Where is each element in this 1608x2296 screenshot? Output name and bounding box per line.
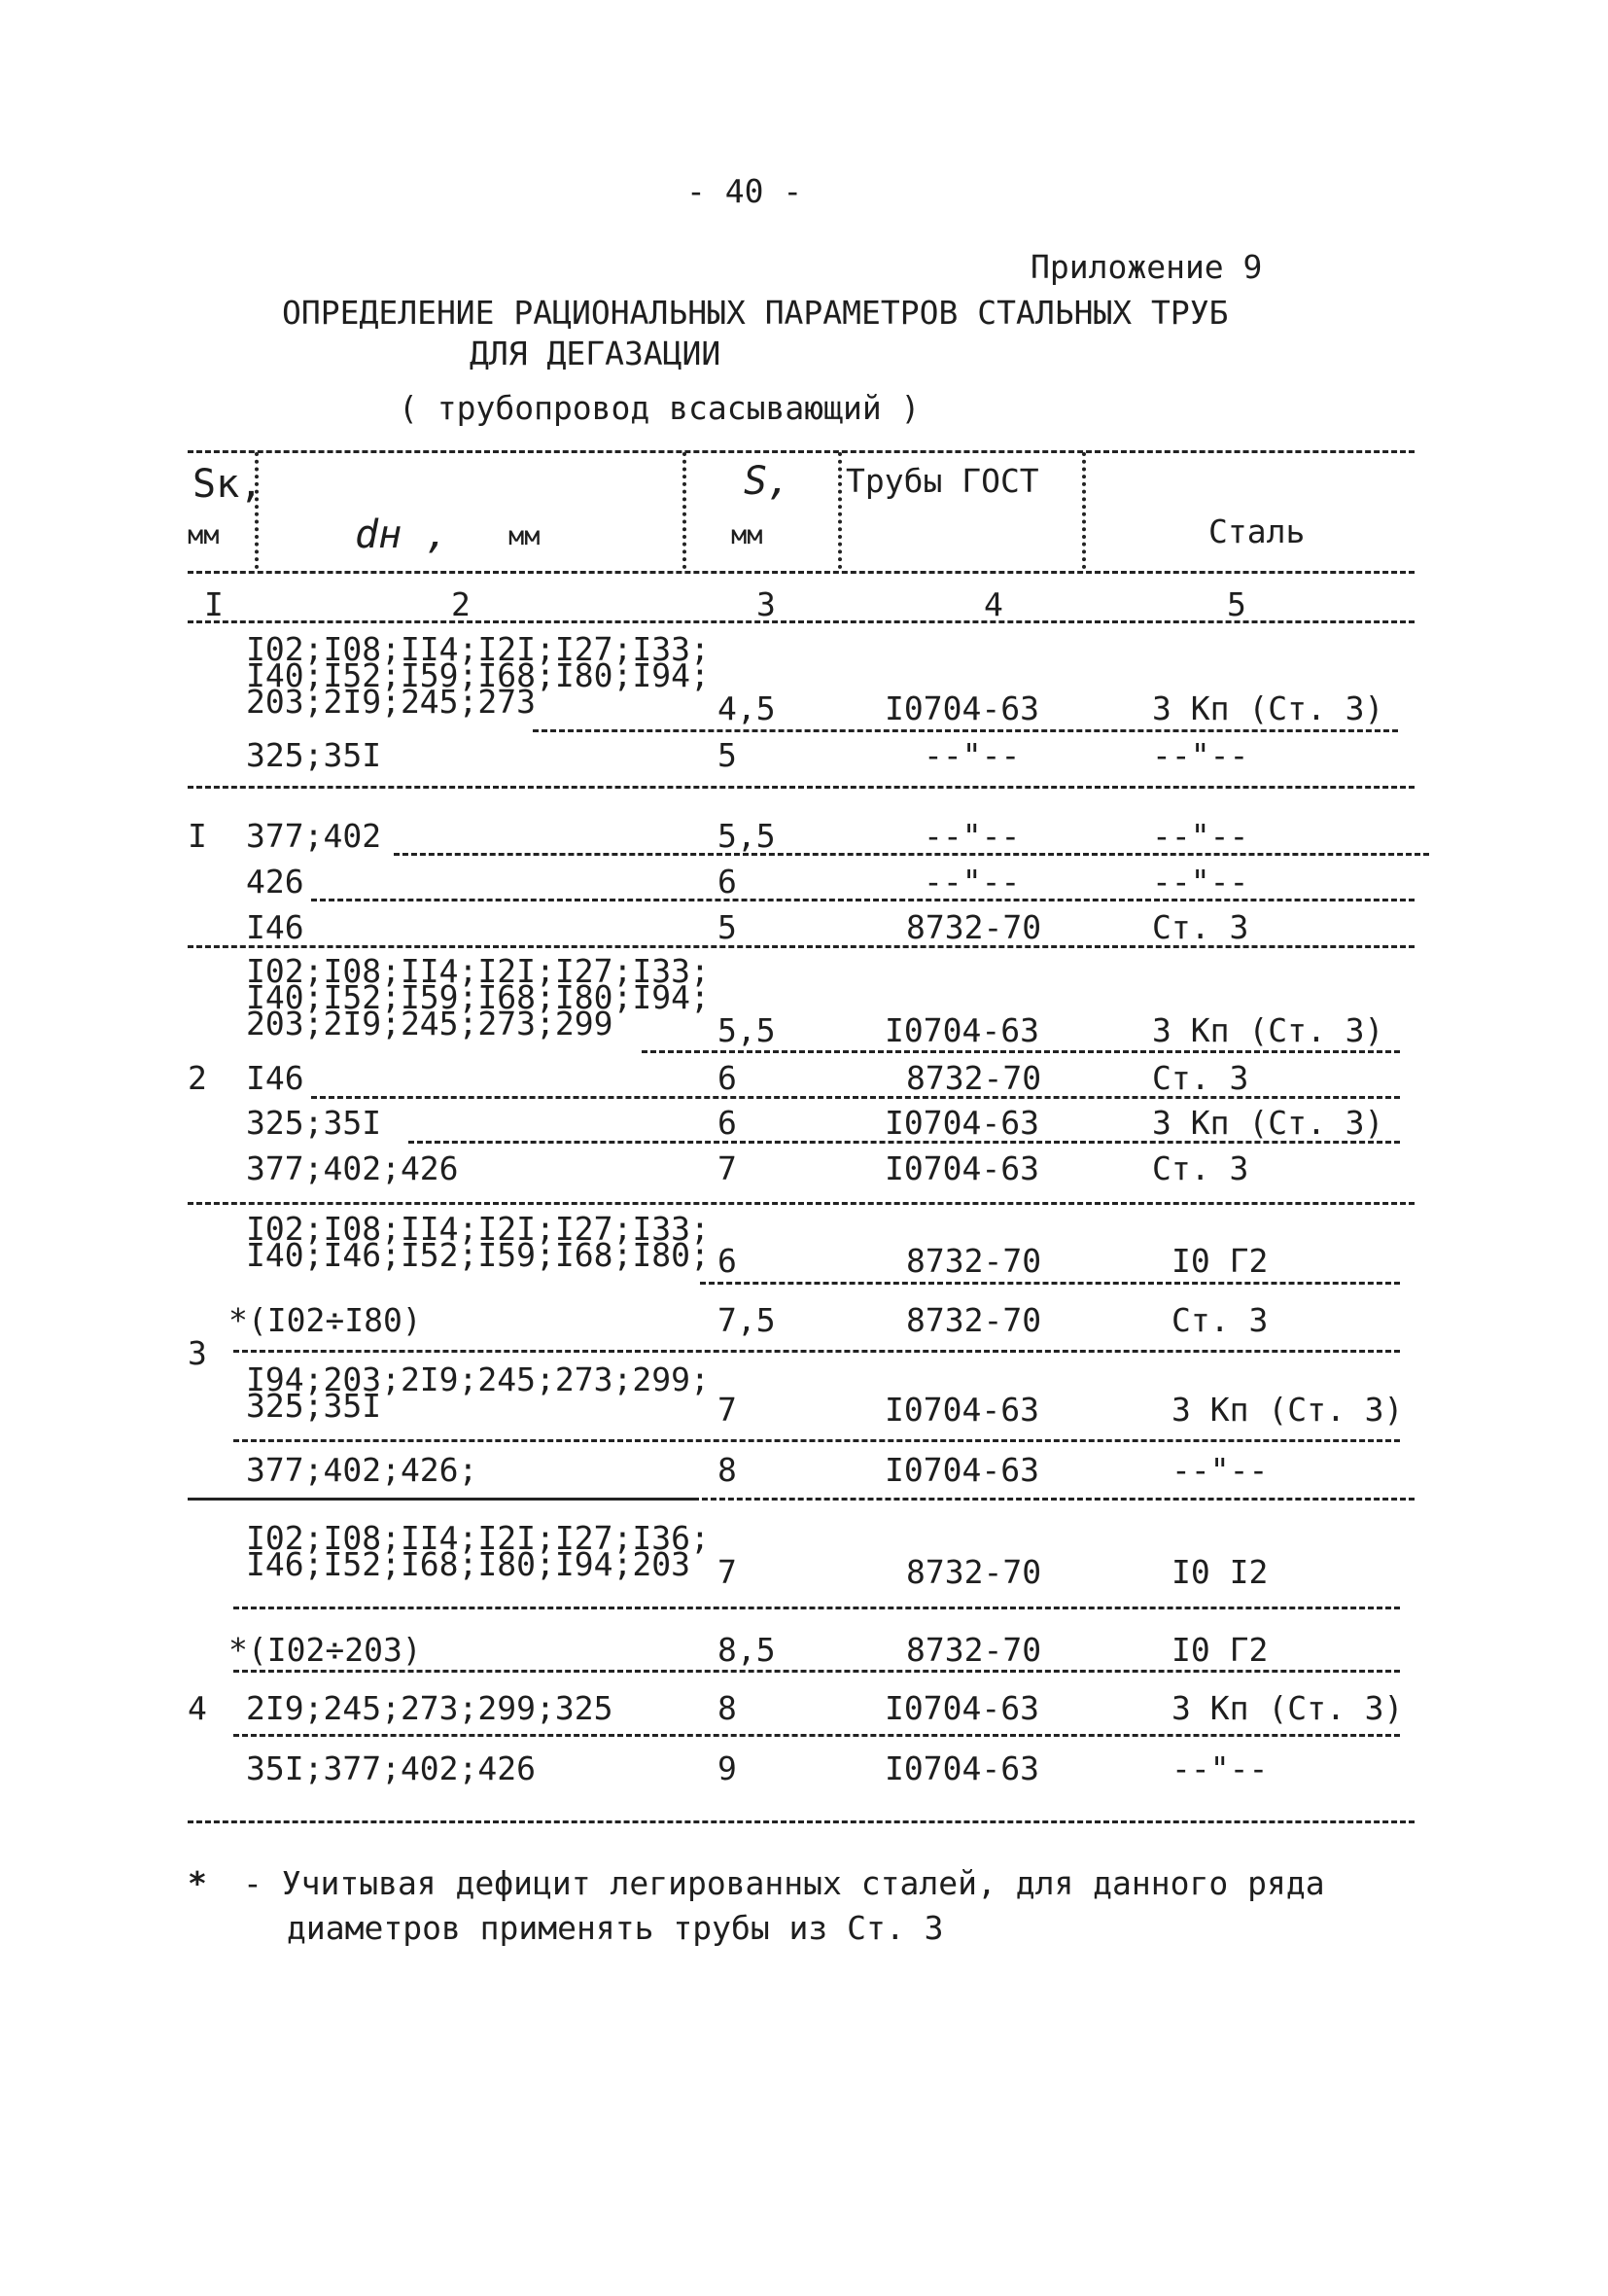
row-8-s: 7 bbox=[717, 1149, 737, 1187]
row-15-dn: 2I9;245;273;299;325 bbox=[246, 1689, 613, 1727]
row-7-gost: I0704-63 bbox=[885, 1104, 1039, 1142]
row-2-dn: 377;402 bbox=[246, 817, 382, 855]
row-11-steel: 3 Кп (Ст. 3) bbox=[1171, 1391, 1404, 1429]
header-dn-symbol: dн , bbox=[355, 512, 449, 557]
col-number-3: 3 bbox=[756, 585, 776, 623]
row-10-steel: Ст. 3 bbox=[1171, 1301, 1269, 1339]
header-sk-unit: мм bbox=[188, 520, 220, 550]
header-mid-rule bbox=[188, 571, 1415, 574]
row-6-dn: I46 bbox=[246, 1059, 304, 1097]
col-number-1: I bbox=[204, 585, 224, 623]
row-3-rule bbox=[311, 899, 1415, 901]
row-12-gost: I0704-63 bbox=[885, 1451, 1039, 1489]
row-16-dn: 35I;377;402;426 bbox=[246, 1749, 537, 1787]
row-10-s: 7,5 bbox=[717, 1301, 776, 1339]
row-13-steel: I0 I2 bbox=[1171, 1553, 1269, 1591]
row-12-s: 8 bbox=[717, 1451, 737, 1489]
header-s-unit: мм bbox=[731, 520, 763, 550]
row-10-rule bbox=[233, 1350, 1400, 1353]
row-9-rule bbox=[700, 1282, 1400, 1285]
header-divider-1 bbox=[255, 452, 259, 569]
footnote-line-1: - Учитывая дефицит легированных сталей, для данного ряда bbox=[243, 1864, 1325, 1902]
row-6-rule bbox=[311, 1096, 1400, 1099]
col-number-5: 5 bbox=[1227, 585, 1246, 623]
row-0-gost: I0704-63 bbox=[885, 689, 1039, 727]
row-13-dn: I02;I08;II4;I2I;I27;I36; I46;I52;I68;I80;I94;203 bbox=[246, 1519, 710, 1583]
row-13-rule bbox=[233, 1607, 1400, 1609]
row-5-rule bbox=[642, 1050, 1400, 1053]
row-13-gost: 8732-70 bbox=[906, 1553, 1042, 1591]
row-4-s: 5 bbox=[717, 908, 737, 946]
footnote-mark: * bbox=[188, 1864, 207, 1902]
row-5-s: 5,5 bbox=[717, 1011, 776, 1049]
row-1-steel: --"-- bbox=[1152, 736, 1249, 774]
row-1-gost: --"-- bbox=[924, 736, 1021, 774]
row-2-s: 5,5 bbox=[717, 817, 776, 855]
row-14-rule bbox=[233, 1670, 1400, 1673]
row-3-s: 6 bbox=[717, 863, 737, 901]
row-4-gost: 8732-70 bbox=[906, 908, 1042, 946]
row-8-rule bbox=[188, 1202, 1415, 1205]
row-4-steel: Ст. 3 bbox=[1152, 908, 1249, 946]
appendix-label: Приложение 9 bbox=[1031, 248, 1263, 286]
header-divider-4 bbox=[1082, 452, 1086, 569]
row-7-steel: 3 Кп (Ст. 3) bbox=[1152, 1104, 1384, 1142]
row-5-steel: 3 Кп (Ст. 3) bbox=[1152, 1011, 1384, 1049]
row-0-rule bbox=[533, 729, 1398, 732]
row-14-dn: *(I02÷203) bbox=[228, 1631, 422, 1669]
row-15-gost: I0704-63 bbox=[885, 1689, 1039, 1727]
row-12-rule bbox=[693, 1498, 1415, 1501]
row-15-rule bbox=[233, 1734, 1400, 1737]
group-label-4: 4 bbox=[188, 1689, 207, 1727]
row-15-steel: 3 Кп (Ст. 3) bbox=[1171, 1689, 1404, 1727]
row-13-s: 7 bbox=[717, 1553, 737, 1591]
row-12-solid-rule bbox=[188, 1498, 693, 1501]
row-2-gost: --"-- bbox=[924, 817, 1021, 855]
subtitle: ( трубопровод всасывающий ) bbox=[399, 389, 921, 427]
row-14-s: 8,5 bbox=[717, 1631, 776, 1669]
col-number-4: 4 bbox=[984, 585, 1003, 623]
table-bottom-rule bbox=[188, 1820, 1415, 1823]
row-3-dn: 426 bbox=[246, 863, 304, 901]
title-line-2: ДЛЯ ДЕГАЗАЦИИ bbox=[470, 335, 721, 372]
row-10-gost: 8732-70 bbox=[906, 1301, 1042, 1339]
row-10-dn: *(I02÷I80) bbox=[228, 1301, 422, 1339]
row-16-s: 9 bbox=[717, 1749, 737, 1787]
col-number-rule bbox=[188, 620, 1415, 623]
row-5-gost: I0704-63 bbox=[885, 1011, 1039, 1049]
header-sk-symbol: Sк, bbox=[192, 462, 263, 507]
row-7-rule bbox=[408, 1141, 1400, 1144]
row-7-dn: 325;35I bbox=[246, 1104, 382, 1142]
row-7-s: 6 bbox=[717, 1104, 737, 1142]
header-top-rule bbox=[188, 450, 1415, 453]
row-11-gost: I0704-63 bbox=[885, 1391, 1039, 1429]
row-8-dn: 377;402;426 bbox=[246, 1149, 459, 1187]
row-4-rule bbox=[188, 945, 1415, 948]
row-14-steel: I0 Г2 bbox=[1171, 1631, 1269, 1669]
row-2-rule bbox=[394, 853, 1429, 856]
row-9-s: 6 bbox=[717, 1242, 737, 1280]
row-0-steel: 3 Кп (Ст. 3) bbox=[1152, 689, 1384, 727]
row-8-gost: I0704-63 bbox=[885, 1149, 1039, 1187]
group-label-1: I bbox=[188, 817, 207, 855]
header-gost: Трубы ГОСТ bbox=[846, 462, 1039, 500]
row-0-dn: I02;I08;II4;I2I;I27;I33; I40;I52;I59;I68;I80;I94; 203;2I9;245;273 bbox=[246, 630, 710, 721]
row-1-s: 5 bbox=[717, 736, 737, 774]
row-12-dn: 377;402;426; bbox=[246, 1451, 478, 1489]
row-6-s: 6 bbox=[717, 1059, 737, 1097]
row-11-rule bbox=[233, 1439, 1400, 1442]
col-number-2: 2 bbox=[451, 585, 471, 623]
footnote-line-2: диаметров применять трубы из Ст. 3 bbox=[287, 1909, 944, 1947]
row-9-steel: I0 Г2 bbox=[1171, 1242, 1269, 1280]
group-label-3: 3 bbox=[188, 1334, 207, 1372]
row-11-s: 7 bbox=[717, 1391, 737, 1429]
row-16-steel: --"-- bbox=[1171, 1749, 1269, 1787]
row-6-gost: 8732-70 bbox=[906, 1059, 1042, 1097]
row-9-dn: I02;I08;II4;I2I;I27;I33; I40;I46;I52;I59;I68;I80; bbox=[246, 1210, 710, 1274]
page-number: - 40 - bbox=[686, 172, 803, 210]
title-line-1: ОПРЕДЕЛЕНИЕ РАЦИОНАЛЬНЫХ ПАРАМЕТРОВ СТАЛЬНЫХ ТРУБ bbox=[282, 294, 1229, 332]
row-11-dn: I94;203;2I9;245;273;299; 325;35I bbox=[246, 1360, 710, 1425]
header-divider-3 bbox=[838, 452, 842, 569]
row-8-steel: Ст. 3 bbox=[1152, 1149, 1249, 1187]
row-14-gost: 8732-70 bbox=[906, 1631, 1042, 1669]
row-5-dn: I02;I08;II4;I2I;I27;I33; I40;I52;I59;I68;I80;I94; 203;2I9;245;273;299 bbox=[246, 952, 710, 1042]
row-1-rule bbox=[188, 786, 1415, 789]
group-label-2: 2 bbox=[188, 1059, 207, 1097]
header-divider-2 bbox=[682, 452, 686, 569]
row-0-s: 4,5 bbox=[717, 689, 776, 727]
header-dn-unit: мм bbox=[508, 521, 541, 551]
row-1-dn: 325;35I bbox=[246, 736, 382, 774]
row-6-steel: Ст. 3 bbox=[1152, 1059, 1249, 1097]
header-s-symbol: S, bbox=[744, 459, 791, 504]
row-2-steel: --"-- bbox=[1152, 817, 1249, 855]
row-4-dn: I46 bbox=[246, 908, 304, 946]
row-12-steel: --"-- bbox=[1171, 1451, 1269, 1489]
row-9-gost: 8732-70 bbox=[906, 1242, 1042, 1280]
row-15-s: 8 bbox=[717, 1689, 737, 1727]
header-steel: Сталь bbox=[1208, 512, 1306, 550]
row-3-steel: --"-- bbox=[1152, 863, 1249, 901]
row-3-gost: --"-- bbox=[924, 863, 1021, 901]
row-16-gost: I0704-63 bbox=[885, 1749, 1039, 1787]
